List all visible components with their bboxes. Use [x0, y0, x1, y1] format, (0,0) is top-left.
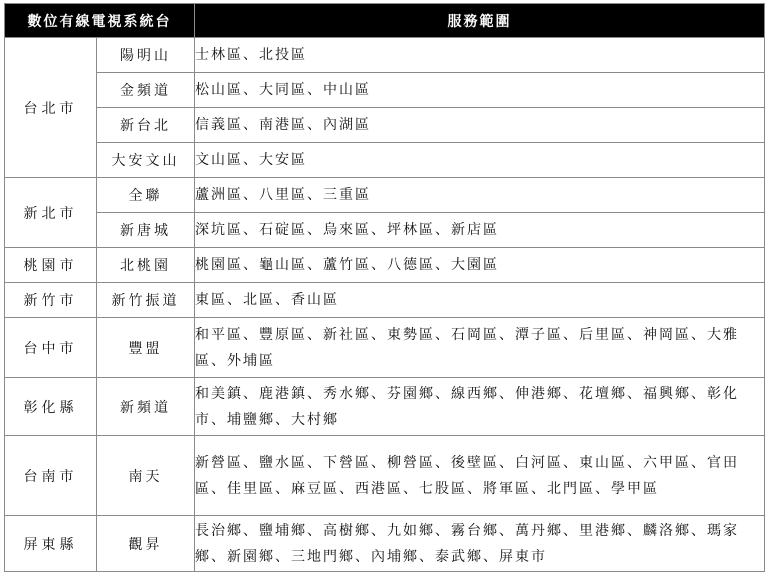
- table-row: [5, 248, 765, 283]
- city-cell: 桃園市: [5, 248, 97, 283]
- area-cell: 和平區、豐原區、新社區、東勢區、石岡區、潭子區、后里區、神岡區、大雅區、外埔區: [195, 318, 765, 378]
- area-cell: 新營區、鹽水區、下營區、柳營區、後壁區、白河區、東山區、六甲區、官田區、佳里區、麻豆區、西港區、七股區、將軍區、北門區、學甲區: [195, 436, 765, 516]
- city-cell: 台南市: [5, 436, 97, 516]
- station-cell: 全聯: [97, 178, 195, 213]
- table-row: [5, 108, 765, 143]
- area-cell: 蘆洲區、八里區、三重區: [195, 178, 765, 213]
- station-cell: 新頻道: [97, 378, 195, 436]
- header-station: 數位有線電視系統台: [5, 4, 195, 38]
- station-cell: 新台北: [97, 108, 195, 143]
- area-cell: 信義區、南港區、內湖區: [195, 108, 765, 143]
- city-cell: 台中市: [5, 318, 97, 378]
- area-cell: 桃園區、龜山區、蘆竹區、八德區、大園區: [195, 248, 765, 283]
- header-service-area: 服務範圍: [195, 4, 765, 38]
- station-cell: 觀昇: [97, 516, 195, 572]
- station-cell: 北桃園: [97, 248, 195, 283]
- station-cell: 新竹振道: [97, 283, 195, 318]
- station-cell: 陽明山: [97, 38, 195, 73]
- area-cell: 東區、北區、香山區: [195, 283, 765, 318]
- table-row: [5, 516, 765, 572]
- table-row: [5, 143, 765, 178]
- table-row: [5, 73, 765, 108]
- city-cell: 新北市: [5, 178, 97, 248]
- station-cell: 金頻道: [97, 73, 195, 108]
- table-row: [5, 318, 765, 378]
- station-cell: 南天: [97, 436, 195, 516]
- area-cell: 長治鄉、鹽埔鄉、高樹鄉、九如鄉、霧台鄉、萬丹鄉、里港鄉、麟洛鄉、瑪家鄉、新園鄉、三地門鄉、內埔鄉、泰武鄉、屏東市: [195, 516, 765, 572]
- area-cell: 松山區、大同區、中山區: [195, 73, 765, 108]
- area-cell: 和美鎮、鹿港鎮、秀水鄉、芬園鄉、線西鄉、伸港鄉、花壇鄉、福興鄉、彰化市、埔鹽鄉、大村鄉: [195, 378, 765, 436]
- station-cell: 大安文山: [97, 143, 195, 178]
- table-header-row: [5, 4, 765, 38]
- city-cell: 彰化縣: [5, 378, 97, 436]
- city-cell: 台北市: [5, 38, 97, 178]
- station-cell: 新唐城: [97, 213, 195, 248]
- table-row: [5, 38, 765, 73]
- service-area-table: [4, 3, 765, 572]
- area-cell: 士林區、北投區: [195, 38, 765, 73]
- table-row: [5, 178, 765, 213]
- table-row: [5, 213, 765, 248]
- table-row: [5, 378, 765, 436]
- city-cell: 新竹市: [5, 283, 97, 318]
- table-row: [5, 283, 765, 318]
- station-cell: 豐盟: [97, 318, 195, 378]
- area-cell: 深坑區、石碇區、烏來區、坪林區、新店區: [195, 213, 765, 248]
- area-cell: 文山區、大安區: [195, 143, 765, 178]
- city-cell: 屏東縣: [5, 516, 97, 572]
- table-row: [5, 436, 765, 516]
